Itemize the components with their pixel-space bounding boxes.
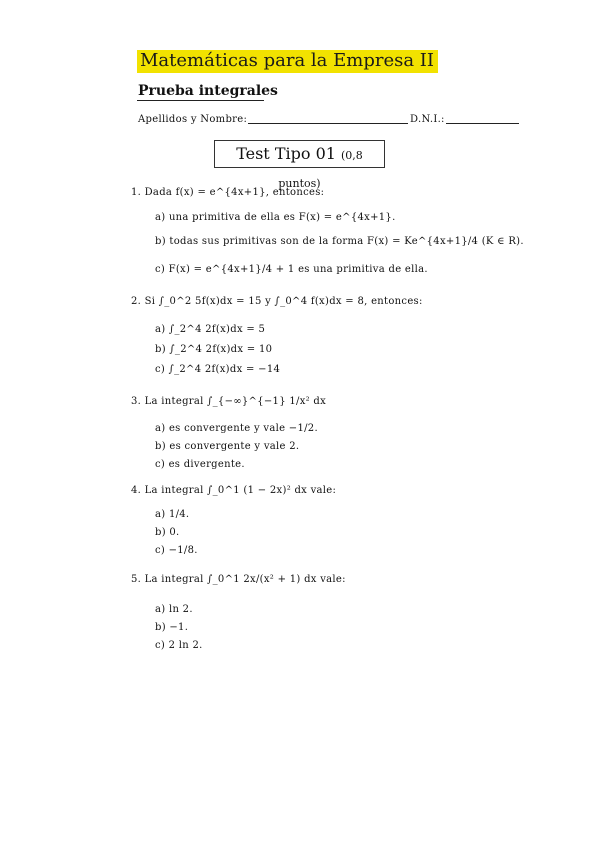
- question-5-option-c-text: c) 2 ln 2.: [155, 640, 203, 651]
- question-3-option-a[interactable]: [155, 423, 318, 435]
- question-3-option-c[interactable]: [155, 459, 245, 471]
- question-4-option-b-text: b) 0.: [155, 527, 180, 538]
- question-5-stem: 5. La integral ∫_0^1 2x/(x² + 1) dx vale:: [131, 574, 346, 585]
- question-2: [131, 296, 423, 308]
- question-4-option-c[interactable]: [155, 545, 198, 557]
- question-5-option-a[interactable]: [155, 604, 193, 616]
- question-2-option-c-text: c) ∫_2^4 2f(x)dx = −14: [155, 364, 281, 375]
- question-5-option-b[interactable]: [155, 622, 188, 634]
- name-field-line[interactable]: [248, 123, 408, 124]
- exam-subtitle: Prueba integrales: [138, 83, 278, 99]
- question-1-option-c-text: c) F(x) = e^{4x+1}/4 + 1 es una primitiva de ella.: [155, 264, 428, 275]
- question-3-option-b-text: b) es convergente y vale 2.: [155, 441, 300, 452]
- question-4-option-c-text: c) −1/8.: [155, 545, 198, 556]
- question-1: [131, 187, 324, 199]
- test-type-label: Test Tipo 01: [236, 144, 336, 163]
- question-1-option-c[interactable]: [155, 264, 428, 276]
- question-2-option-a-text: a) ∫_2^4 2f(x)dx = 5: [155, 324, 266, 335]
- question-2-option-b-text: b) ∫_2^4 2f(x)dx = 10: [155, 344, 273, 355]
- question-4-stem: 4. La integral ∫_0^1 (1 − 2x)² dx vale:: [131, 485, 337, 496]
- test-points: (0,8 puntos): [278, 149, 363, 190]
- dni-field-line[interactable]: [446, 123, 519, 124]
- question-4-option-a-text: a) 1/4.: [155, 509, 190, 520]
- dni-label: D.N.I.:: [410, 114, 445, 125]
- question-3-stem: 3. La integral ∫_{−∞}^{−1} 1/x² dx: [131, 396, 327, 407]
- question-2-option-a[interactable]: [155, 324, 265, 336]
- question-5-option-c[interactable]: [155, 640, 203, 652]
- question-4: [131, 485, 336, 497]
- question-2-option-b[interactable]: [155, 344, 272, 356]
- question-4-option-b[interactable]: [155, 527, 180, 539]
- question-2-option-c[interactable]: [155, 364, 280, 376]
- question-1-option-a-text: a) una primitiva de ella es F(x) = e^{4x+1}.: [155, 212, 396, 223]
- test-type-box: [214, 140, 385, 190]
- question-3-option-c-text: c) es divergente.: [155, 459, 245, 470]
- question-4-option-a[interactable]: [155, 509, 189, 521]
- question-1-option-b[interactable]: [155, 236, 524, 248]
- question-3-option-b[interactable]: [155, 441, 299, 453]
- name-label: Apellidos y Nombre:: [138, 114, 248, 125]
- question-1-stem: 1. Dada f(x) = e^{4x+1}, entonces:: [131, 187, 325, 198]
- question-3: [131, 396, 326, 408]
- question-5: [131, 574, 346, 586]
- question-5-option-b-text: b) −1.: [155, 622, 189, 633]
- question-1-option-a[interactable]: [155, 212, 396, 224]
- subtitle-underline: [137, 100, 264, 101]
- course-title: Matemáticas para la Empresa II: [137, 50, 438, 73]
- question-2-stem: 2. Si ∫_0^2 5f(x)dx = 15 y ∫_0^4 f(x)dx = 8, entonces:: [131, 296, 423, 307]
- question-3-option-a-text: a) es convergente y vale −1/2.: [155, 423, 318, 434]
- question-5-option-a-text: a) ln 2.: [155, 604, 193, 615]
- question-1-option-b-text: b) todas sus primitivas son de la forma F(x) = Ke^{4x+1}/4 (K ∈ R).: [155, 236, 524, 247]
